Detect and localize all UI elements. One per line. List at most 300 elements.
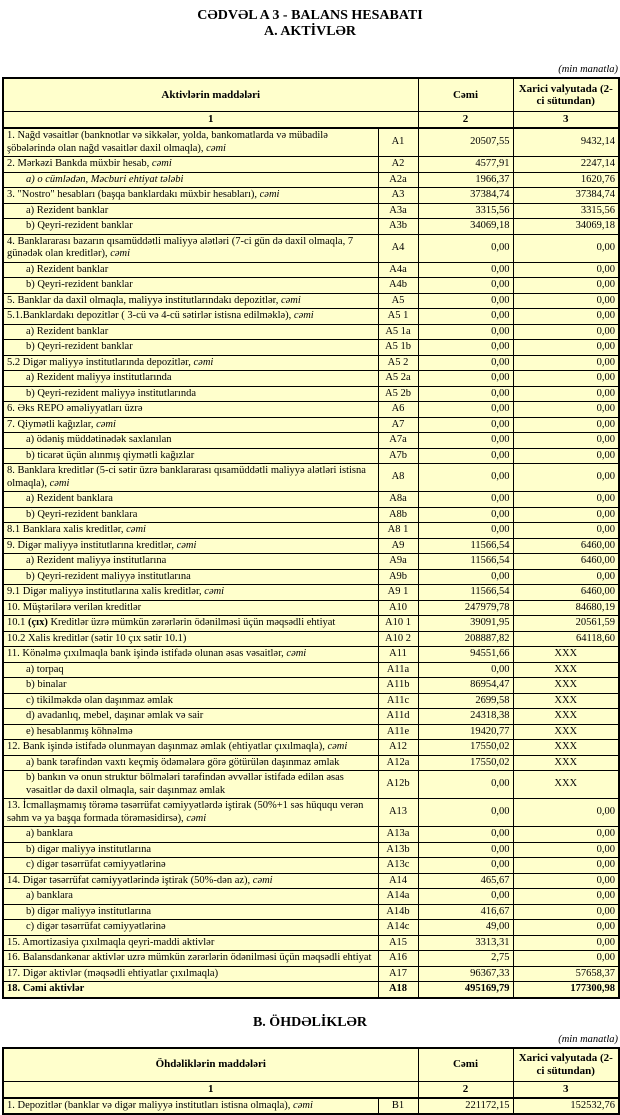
- item-total-cell: 208887,82: [418, 631, 513, 647]
- item-total-cell: 4577,91: [418, 157, 513, 173]
- item-label-segment: a) Rezident banklar: [26, 264, 108, 275]
- item-fx-cell: 0,00: [513, 309, 619, 325]
- item-label-cell: [3, 433, 378, 449]
- section-a-title: A. AKTİVLƏR: [2, 24, 618, 40]
- item-fx-cell: 0,00: [513, 523, 619, 539]
- item-fx-cell: 6460,00: [513, 585, 619, 601]
- item-fx-cell: 0,00: [513, 904, 619, 920]
- item-label-segment: e) hesablanmış köhnəlmə: [26, 726, 133, 737]
- item-code-cell: B1: [378, 1098, 418, 1115]
- item-code-cell: A12: [378, 740, 418, 756]
- item-total-cell: 2699,58: [418, 693, 513, 709]
- item-code-cell: A17: [378, 966, 418, 982]
- item-total-cell: 0,00: [418, 464, 513, 492]
- item-label-segment: b) bankın və onun struktur bölmələri tərəfindən əvvəllər istifadə edilən əsas vəsaitlər də daxil olmaqla, sair daşınmaz əmlak: [26, 772, 344, 796]
- item-label-cell: [3, 402, 378, 418]
- item-label-segment: b) ticarət üçün alınmış qiymətli kağızlar: [26, 450, 194, 461]
- item-code-cell: A4a: [378, 262, 418, 278]
- item-label-segment: 5. Banklar da daxil olmaqla, maliyyə institutlarındakı depozitlər,: [7, 295, 281, 306]
- item-code-cell: A5 1b: [378, 340, 418, 356]
- item-label-segment: 12. Bank işində istifadə olunmayan daşınmaz əmlak (ehtiyatlar çıxılmaqla),: [7, 741, 327, 752]
- item-fx-cell: 6460,00: [513, 538, 619, 554]
- table-row: [3, 647, 619, 663]
- item-fx-cell: 0,00: [513, 951, 619, 967]
- item-fx-cell: 0,00: [513, 262, 619, 278]
- item-label-cell: [3, 616, 378, 632]
- table-row: [3, 554, 619, 570]
- item-label-cell: [3, 324, 378, 340]
- table-row: [3, 464, 619, 492]
- item-code-cell: A8a: [378, 492, 418, 508]
- item-fx-cell: 0,00: [513, 842, 619, 858]
- item-label-segment: b) binalar: [26, 679, 67, 690]
- table-row: [3, 678, 619, 694]
- table-row: [3, 569, 619, 585]
- item-label-segment: a) Rezident banklara: [26, 493, 113, 504]
- item-label-cell: [3, 662, 378, 678]
- item-code-cell: A14c: [378, 920, 418, 936]
- item-label-cell: [3, 631, 378, 647]
- item-code-cell: A11b: [378, 678, 418, 694]
- item-label-segment: c) digər təsərrüfat cəmiyyətlərinə: [26, 859, 166, 870]
- item-label-segment: a) Rezident banklar: [26, 326, 108, 337]
- item-fx-cell: 0,00: [513, 278, 619, 294]
- item-total-cell: 0,00: [418, 278, 513, 294]
- item-label-segment: a) o cümlədən, Məcburi ehtiyat tələbi: [26, 174, 183, 185]
- item-label-segment: cəmi: [177, 540, 197, 551]
- table-row: [3, 203, 619, 219]
- item-total-cell: 20507,55: [418, 128, 513, 157]
- item-label-cell: [3, 1098, 378, 1115]
- table-row: [3, 600, 619, 616]
- item-label-segment: 9.1 Digər maliyyə institutlarına xalis kreditlər,: [7, 586, 204, 597]
- item-code-cell: A11d: [378, 709, 418, 725]
- item-code-cell: A11: [378, 647, 418, 663]
- item-fx-cell: 0,00: [513, 417, 619, 433]
- item-label-segment: a) banklara: [26, 828, 73, 839]
- item-fx-cell: 0,00: [513, 569, 619, 585]
- item-label-cell: [3, 554, 378, 570]
- table-row: [3, 585, 619, 601]
- item-total-cell: 465,67: [418, 873, 513, 889]
- item-label-cell: [3, 771, 378, 799]
- item-code-cell: A16: [378, 951, 418, 967]
- item-label-cell: [3, 234, 378, 262]
- item-fx-cell: XXX: [513, 740, 619, 756]
- colnum-total: 2: [418, 1081, 513, 1098]
- item-label-cell: [3, 889, 378, 905]
- item-total-cell: 0,00: [418, 433, 513, 449]
- assets-colnum-row: [3, 112, 619, 129]
- item-label-segment: cəmi: [126, 524, 146, 535]
- item-total-cell: 0,00: [418, 293, 513, 309]
- item-label-segment: 15. Amortizasiya çıxılmaqla qeyri-maddi aktivlər: [7, 937, 214, 948]
- liabilities-colnum-row: [3, 1081, 619, 1098]
- item-code-cell: A1: [378, 128, 418, 157]
- item-label-cell: [3, 538, 378, 554]
- item-label-cell: [3, 647, 378, 663]
- item-label-segment: c) tikilməkdə olan daşınmaz əmlak: [26, 695, 173, 706]
- item-label-segment: 10.1: [7, 617, 28, 628]
- item-code-cell: A8: [378, 464, 418, 492]
- colnum-items: 1: [3, 112, 418, 129]
- item-label-cell: [3, 569, 378, 585]
- table-row: [3, 386, 619, 402]
- item-code-cell: A15: [378, 935, 418, 951]
- colnum-fx: 3: [513, 1081, 619, 1098]
- item-total-cell: 0,00: [418, 492, 513, 508]
- item-label-segment: cəmi: [186, 813, 206, 824]
- table-row: [3, 293, 619, 309]
- item-fx-cell: 0,00: [513, 464, 619, 492]
- item-total-cell: 0,00: [418, 262, 513, 278]
- table-row: [3, 340, 619, 356]
- item-label-cell: [3, 492, 378, 508]
- item-label-cell: [3, 842, 378, 858]
- item-code-cell: A5 2b: [378, 386, 418, 402]
- item-label-cell: [3, 355, 378, 371]
- item-fx-cell: XXX: [513, 771, 619, 799]
- liabilities-table: [2, 1047, 620, 1115]
- item-total-cell: 0,00: [418, 324, 513, 340]
- item-label-cell: [3, 827, 378, 843]
- item-total-cell: 94551,66: [418, 647, 513, 663]
- table-row: [3, 172, 619, 188]
- item-label-segment: a) Rezident maliyyə institutlarında: [26, 372, 172, 383]
- item-code-cell: A8 1: [378, 523, 418, 539]
- item-fx-cell: XXX: [513, 724, 619, 740]
- item-code-cell: A4: [378, 234, 418, 262]
- item-code-cell: A11e: [378, 724, 418, 740]
- item-label-segment: 6. Əks REPO əməliyyatları üzrə: [7, 403, 143, 414]
- table-row: [3, 799, 619, 827]
- table-row: [3, 278, 619, 294]
- item-total-cell: 0,00: [418, 889, 513, 905]
- table-row: [3, 402, 619, 418]
- item-code-cell: A13: [378, 799, 418, 827]
- item-fx-cell: 0,00: [513, 402, 619, 418]
- item-label-segment: (çıx): [28, 617, 48, 628]
- item-label-segment: a) Rezident banklar: [26, 205, 108, 216]
- item-fx-cell: 0,00: [513, 935, 619, 951]
- item-code-cell: A10: [378, 600, 418, 616]
- item-label-segment: c) digər təsərrüfat cəmiyyətlərinə: [26, 921, 166, 932]
- table-row: [3, 904, 619, 920]
- item-label-segment: 7. Qiymətli kağızlar,: [7, 419, 96, 430]
- item-total-cell: 19420,77: [418, 724, 513, 740]
- item-label-cell: [3, 678, 378, 694]
- item-total-cell: 0,00: [418, 448, 513, 464]
- table-row: [3, 309, 619, 325]
- item-label-segment: cəmi: [110, 248, 130, 259]
- item-fx-cell: XXX: [513, 709, 619, 725]
- item-code-cell: A5 1a: [378, 324, 418, 340]
- item-label-cell: [3, 417, 378, 433]
- header-items-label: Öhdəliklərin maddələri: [3, 1048, 418, 1082]
- item-total-cell: 0,00: [418, 234, 513, 262]
- item-fx-cell: 152532,76: [513, 1098, 619, 1115]
- item-label-cell: [3, 157, 378, 173]
- item-total-cell: 0,00: [418, 662, 513, 678]
- table-row: [3, 709, 619, 725]
- table-row: [3, 693, 619, 709]
- item-code-cell: A11c: [378, 693, 418, 709]
- item-code-cell: A12a: [378, 755, 418, 771]
- item-fx-cell: 37384,74: [513, 188, 619, 204]
- item-total-cell: 221172,15: [418, 1098, 513, 1115]
- item-fx-cell: 20561,59: [513, 616, 619, 632]
- item-code-cell: A2a: [378, 172, 418, 188]
- item-code-cell: A7b: [378, 448, 418, 464]
- item-fx-cell: XXX: [513, 662, 619, 678]
- item-fx-cell: 64118,60: [513, 631, 619, 647]
- table-row: [3, 873, 619, 889]
- table-row: [3, 920, 619, 936]
- item-code-cell: A5: [378, 293, 418, 309]
- item-code-cell: A14b: [378, 904, 418, 920]
- item-label-segment: cəmi: [152, 158, 172, 169]
- item-code-cell: A9 1: [378, 585, 418, 601]
- item-label-cell: [3, 740, 378, 756]
- item-label-cell: [3, 600, 378, 616]
- item-label-cell: [3, 904, 378, 920]
- item-total-cell: 3313,31: [418, 935, 513, 951]
- item-fx-cell: 0,00: [513, 492, 619, 508]
- item-label-segment: 5.1.Banklardakı depozitlər ( 3-cü və 4-cü sətirlər istisna edilməklə),: [7, 310, 294, 321]
- unit-note-assets: (min manatla): [2, 64, 618, 76]
- item-total-cell: 0,00: [418, 507, 513, 523]
- item-fx-cell: 0,00: [513, 371, 619, 387]
- table-row: [3, 827, 619, 843]
- item-label-segment: a) ödəniş müddətinədək saxlanılan: [26, 434, 172, 445]
- item-label-segment: Kreditlər üzrə mümkün zərərlərin ödənilməsi üçün məqsədli ehtiyat: [48, 617, 335, 628]
- item-code-cell: A8b: [378, 507, 418, 523]
- item-fx-cell: 0,00: [513, 799, 619, 827]
- item-fx-cell: 0,00: [513, 873, 619, 889]
- table-row: [3, 371, 619, 387]
- item-label-segment: cəmi: [194, 357, 214, 368]
- item-total-cell: 0,00: [418, 842, 513, 858]
- item-label-segment: 1. Nağd vəsaitlər (banknotlar və sikkələr, yolda, bankomatlarda və mübadilə şöbələrində olan nağd vəsaitlər daxil olmaqla),: [7, 130, 328, 154]
- item-label-segment: b) digər maliyyə institutlarına: [26, 906, 151, 917]
- item-code-cell: A10 2: [378, 631, 418, 647]
- item-label-segment: cəmi: [286, 648, 306, 659]
- item-label-cell: [3, 309, 378, 325]
- item-label-segment: 18. Cəmi aktivlər: [7, 983, 84, 994]
- item-label-cell: [3, 340, 378, 356]
- item-label-segment: b) digər maliyyə institutlarına: [26, 844, 151, 855]
- item-total-cell: 0,00: [418, 340, 513, 356]
- item-total-cell: 34069,18: [418, 219, 513, 235]
- item-code-cell: A3b: [378, 219, 418, 235]
- item-label-segment: b) Qeyri-rezident banklara: [26, 509, 137, 520]
- item-label-cell: [3, 128, 378, 157]
- item-label-segment: cəmi: [50, 478, 70, 489]
- item-label-cell: [3, 293, 378, 309]
- item-label-segment: b) Qeyri-rezident banklar: [26, 341, 133, 352]
- item-label-segment: 4. Banklararası bazarın qısamüddətli maliyyə alətləri (7-ci gün də daxil olmaqla, 7 günədək olan kreditlər),: [7, 236, 353, 260]
- item-total-cell: 0,00: [418, 799, 513, 827]
- item-code-cell: A10 1: [378, 616, 418, 632]
- item-label-segment: cəmi: [294, 310, 314, 321]
- table-row: [3, 982, 619, 998]
- item-label-segment: a) Rezident maliyyə institutlarına: [26, 555, 166, 566]
- table-row: [3, 966, 619, 982]
- item-fx-cell: 177300,98: [513, 982, 619, 998]
- assets-table: [2, 77, 620, 999]
- item-label-cell: [3, 386, 378, 402]
- item-fx-cell: 0,00: [513, 433, 619, 449]
- table-row: [3, 771, 619, 799]
- liabilities-header-row: [3, 1048, 619, 1082]
- table-row: [3, 448, 619, 464]
- table-row: [3, 889, 619, 905]
- item-label-segment: 10.2 Xalis kreditlər (sətir 10 çıx sətir 10.1): [7, 633, 186, 644]
- page-title: CƏDVƏL A 3 - BALANS HESABATI: [2, 8, 618, 24]
- item-label-cell: [3, 935, 378, 951]
- item-label-segment: 9. Digər maliyyə institutlarına kreditlər,: [7, 540, 177, 551]
- item-label-cell: [3, 966, 378, 982]
- item-fx-cell: 1620,76: [513, 172, 619, 188]
- item-code-cell: A13b: [378, 842, 418, 858]
- item-label-segment: 10. Müştərilərə verilən kreditlər: [7, 602, 141, 613]
- item-total-cell: 39091,95: [418, 616, 513, 632]
- item-label-segment: 13. İcmallaşmamış törəmə təsərrüfat cəmiyyətlərdə iştirak (50%+1 səs hüququ verən səhm və ya başqa formada törəməsidirsə),: [7, 800, 363, 824]
- item-fx-cell: 84680,19: [513, 600, 619, 616]
- item-code-cell: A7: [378, 417, 418, 433]
- table-row: [3, 417, 619, 433]
- item-label-cell: [3, 873, 378, 889]
- item-label-segment: cəmi: [260, 189, 280, 200]
- item-code-cell: A3: [378, 188, 418, 204]
- item-label-cell: [3, 464, 378, 492]
- item-total-cell: 0,00: [418, 858, 513, 874]
- table-row: [3, 523, 619, 539]
- item-code-cell: A5 2: [378, 355, 418, 371]
- item-code-cell: A7a: [378, 433, 418, 449]
- item-total-cell: 495169,79: [418, 982, 513, 998]
- item-code-cell: A5 2a: [378, 371, 418, 387]
- item-total-cell: 0,00: [418, 371, 513, 387]
- item-total-cell: 0,00: [418, 402, 513, 418]
- item-total-cell: 0,00: [418, 569, 513, 585]
- table-row: [3, 740, 619, 756]
- item-label-segment: 16. Balansdankənar aktivlər uzrə mümkün zərərlərin ödənilməsi üçün məqsədli ehtiyat: [7, 952, 371, 963]
- item-label-cell: [3, 951, 378, 967]
- item-label-segment: 3. "Nostro" hesabları (başqa banklardakı müxbir hesabları),: [7, 189, 260, 200]
- item-code-cell: A14a: [378, 889, 418, 905]
- item-code-cell: A2: [378, 157, 418, 173]
- item-fx-cell: 0,00: [513, 293, 619, 309]
- item-label-cell: [3, 799, 378, 827]
- item-fx-cell: 3315,56: [513, 203, 619, 219]
- header-total-label: Cəmi: [418, 78, 513, 112]
- table-row: [3, 616, 619, 632]
- item-fx-cell: 0,00: [513, 386, 619, 402]
- item-label-cell: [3, 585, 378, 601]
- item-fx-cell: 0,00: [513, 858, 619, 874]
- item-fx-cell: 9432,14: [513, 128, 619, 157]
- item-label-segment: 11. Könəlmə çıxılmaqla bank işində istifadə olunan əsas vəsaitlər,: [7, 648, 286, 659]
- item-total-cell: 3315,56: [418, 203, 513, 219]
- item-code-cell: A12b: [378, 771, 418, 799]
- item-fx-cell: 0,00: [513, 355, 619, 371]
- table-row: [3, 755, 619, 771]
- header-fx-label: Xarici valyutada (2-ci sütundan): [513, 78, 619, 112]
- item-label-segment: a) banklara: [26, 890, 73, 901]
- item-total-cell: 247979,78: [418, 600, 513, 616]
- item-label-segment: b) Qeyri-rezident maliyyə institutlarında: [26, 388, 196, 399]
- table-row: [3, 1098, 619, 1115]
- table-row: [3, 538, 619, 554]
- item-fx-cell: 6460,00: [513, 554, 619, 570]
- item-total-cell: 24318,38: [418, 709, 513, 725]
- table-row: [3, 188, 619, 204]
- header-total-label: Cəmi: [418, 1048, 513, 1082]
- item-label-segment: cəmi: [281, 295, 301, 306]
- item-fx-cell: 0,00: [513, 920, 619, 936]
- item-label-segment: cəmi: [253, 875, 273, 886]
- item-label-segment: 2. Mərkəzi Bankda müxbir hesab,: [7, 158, 152, 169]
- item-label-cell: [3, 693, 378, 709]
- item-total-cell: 17550,02: [418, 740, 513, 756]
- item-label-cell: [3, 523, 378, 539]
- item-label-segment: 8.1 Banklara xalis kreditlər,: [7, 524, 126, 535]
- item-code-cell: A13a: [378, 827, 418, 843]
- item-label-segment: a) torpaq: [26, 664, 64, 675]
- item-label-segment: b) Qeyri-rezident banklar: [26, 220, 133, 231]
- item-fx-cell: 57658,37: [513, 966, 619, 982]
- item-label-cell: [3, 203, 378, 219]
- item-total-cell: 416,67: [418, 904, 513, 920]
- item-label-cell: [3, 709, 378, 725]
- table-row: [3, 219, 619, 235]
- item-fx-cell: 0,00: [513, 340, 619, 356]
- item-label-segment: cəmi: [327, 741, 347, 752]
- item-code-cell: A5 1: [378, 309, 418, 325]
- item-label-segment: 17. Digər aktivlər (məqsədli ehtiyatlar çıxılmaqla): [7, 968, 218, 979]
- item-label-cell: [3, 188, 378, 204]
- header-items-label: Aktivlərin maddələri: [3, 78, 418, 112]
- unit-note-liabilities: (min manatla): [2, 1034, 618, 1046]
- item-total-cell: 0,00: [418, 827, 513, 843]
- item-total-cell: 0,00: [418, 355, 513, 371]
- item-label-cell: [3, 755, 378, 771]
- item-total-cell: 2,75: [418, 951, 513, 967]
- colnum-fx: 3: [513, 112, 619, 129]
- item-total-cell: 11566,54: [418, 585, 513, 601]
- item-total-cell: 0,00: [418, 309, 513, 325]
- item-total-cell: 17550,02: [418, 755, 513, 771]
- item-label-cell: [3, 507, 378, 523]
- item-code-cell: A3a: [378, 203, 418, 219]
- table-row: [3, 355, 619, 371]
- item-label-cell: [3, 724, 378, 740]
- item-code-cell: A11a: [378, 662, 418, 678]
- table-row: [3, 662, 619, 678]
- table-row: [3, 324, 619, 340]
- item-code-cell: A9a: [378, 554, 418, 570]
- item-code-cell: A9b: [378, 569, 418, 585]
- item-label-cell: [3, 920, 378, 936]
- item-total-cell: 11566,54: [418, 554, 513, 570]
- item-fx-cell: 34069,18: [513, 219, 619, 235]
- table-row: [3, 724, 619, 740]
- item-code-cell: A9: [378, 538, 418, 554]
- item-label-segment: d) avadanlıq, mebel, daşınar əmlak və sair: [26, 710, 203, 721]
- item-label-cell: [3, 982, 378, 998]
- item-total-cell: 0,00: [418, 523, 513, 539]
